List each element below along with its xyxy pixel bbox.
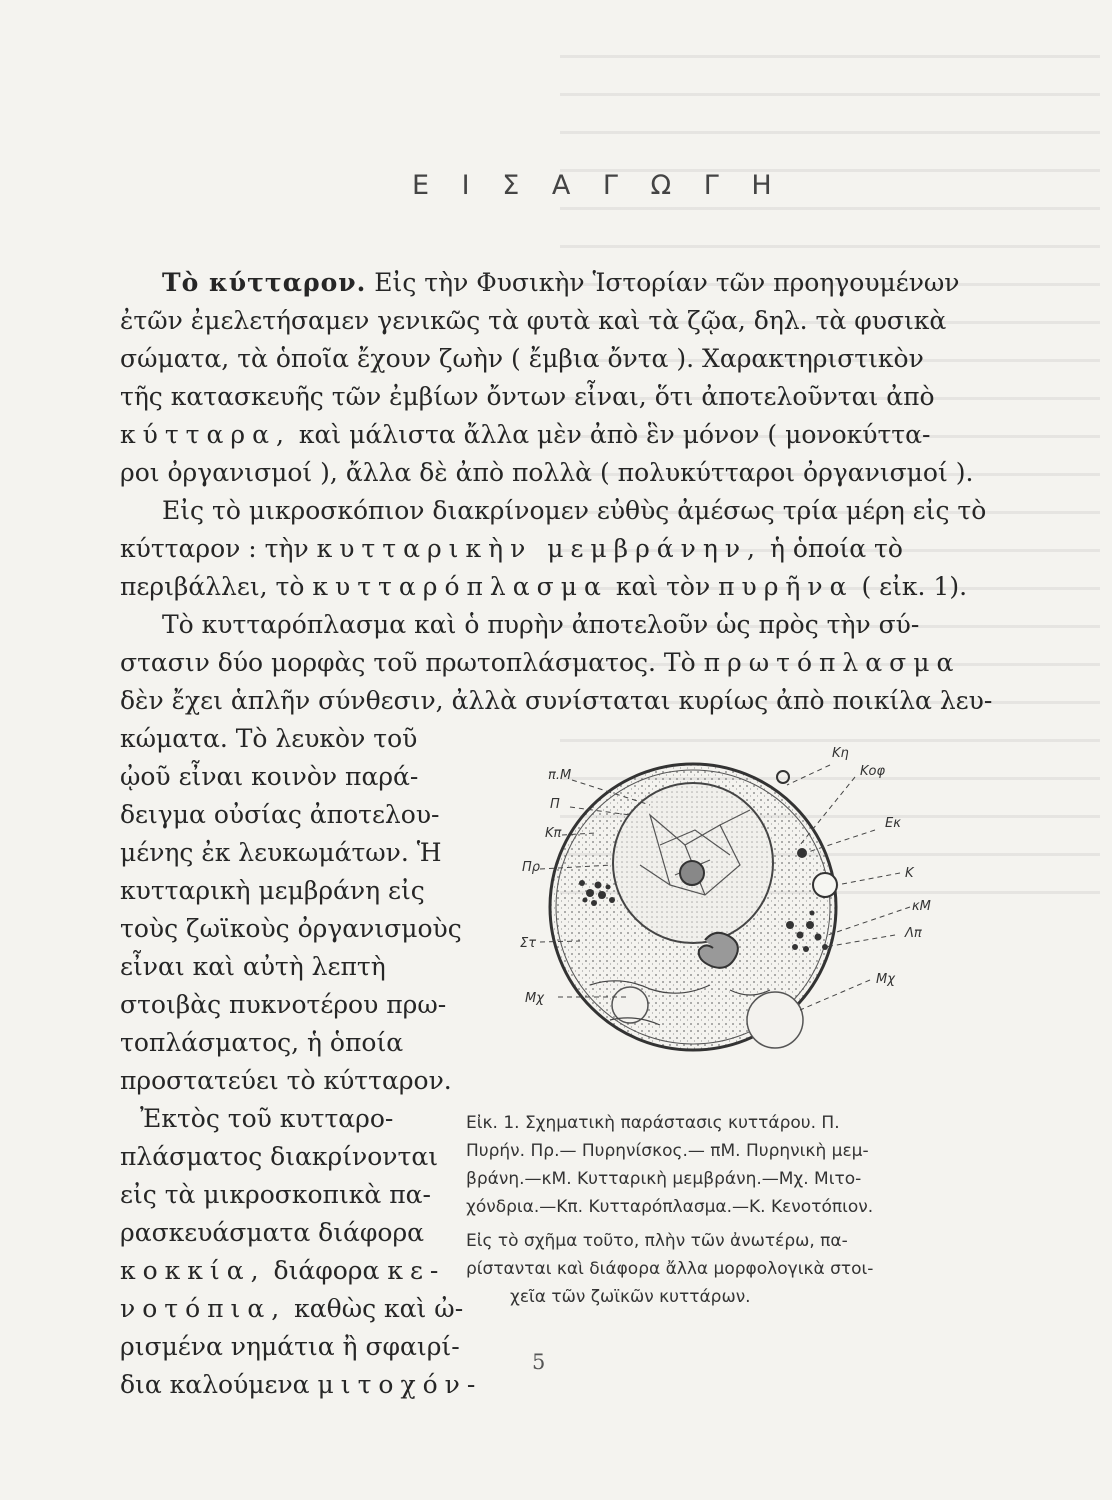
spaced-term-cytoplasm: κυτταρόπλασμα	[312, 572, 608, 601]
para1-line4: τῆς κατασκευῆς τῶν ἐμβίων ὄντων εἶναι, ὅτι ἀποτελοῦνται ἀπὸ	[120, 382, 935, 411]
section-heading: Τὸ κύτταρον.	[162, 268, 367, 297]
svg-text:Κπ: Κπ	[545, 826, 562, 841]
svg-text:Λπ: Λπ	[905, 926, 922, 941]
para3-line1: Τὸ κυτταρόπλασμα καὶ ὁ πυρὴν ἀποτελοῦν ὡς πρὸς τὴν σύ-	[162, 610, 920, 639]
centriole	[777, 771, 789, 783]
figure-caption-line6: ρίστανται καὶ διάφορα ἄλλα μορφολογικὰ στοι-	[466, 1259, 874, 1279]
para3-line13: προστατεύει τὸ κύτταρον.	[120, 1066, 452, 1095]
para3-line5: ᾠοῦ εἶναι κοινὸν παρά-	[120, 762, 419, 791]
spaced-term-kokkia: κοκκία,	[120, 1256, 266, 1285]
para4-line1: Ἐκτὸς τοῦ κυτταρο-	[140, 1104, 394, 1133]
para2-line3: περιβάλλει, τὸ κυτταρόπλασμα καὶ τὸν πυρῆνα ( εἰκ. 1).	[120, 572, 968, 601]
spaced-term-kyttara: κύτταρα,	[120, 420, 291, 449]
svg-text:Κοφ: Κοφ	[860, 764, 886, 779]
para3-line7: μένης ἐκ λευκωμάτων. Ἡ	[120, 838, 442, 867]
para3-line12: τοπλάσματος, ἡ ὁποία	[120, 1028, 404, 1057]
svg-text:Μχ: Μχ	[876, 972, 895, 987]
para4-line5: κοκκία, διάφορα κε-	[120, 1256, 446, 1285]
para3-line4: κώματα. Τὸ λευκὸν τοῦ	[120, 724, 418, 753]
spaced-term-membrane: κυτταρικὴν μεμβράνην,	[316, 534, 763, 563]
para3-line6: δειγμα οὐσίας ἀποτελου-	[120, 800, 440, 829]
spaced-term-nucleus: πυρῆνα	[718, 572, 854, 601]
para3-line11: στοιβὰς πυκνοτέρου πρω-	[120, 990, 447, 1019]
svg-text:Στ: Στ	[520, 936, 537, 951]
para3-line3: δὲν ἔχει ἁπλῆν σύνθεσιν, ἀλλὰ συνίσταται κυρίως ἀπὸ ποικίλα λευ-	[120, 686, 993, 715]
svg-text:Π: Π	[550, 797, 560, 812]
para4-line2: πλάσματος διακρίνονται	[120, 1142, 439, 1171]
spaced-term-mitochondria: μιτοχόν-	[317, 1370, 483, 1399]
figure-caption-line1: Εἰκ. 1. Σχηματικὴ παράστασις κυττάρου. Π.	[466, 1113, 840, 1133]
svg-text:Κ: Κ	[905, 866, 914, 881]
figure-caption-line5: Εἰς τὸ σχῆμα τοῦτο, πλὴν τῶν ἀνωτέρω, πα-	[466, 1231, 848, 1251]
figure-caption-line3: βράνη.—κΜ. Κυτταρικὴ μεμβράνη.—Μχ. Μιτο-	[466, 1169, 862, 1189]
para4-line6: νοτόπια, καθὼς καὶ ὠ-	[120, 1294, 464, 1323]
para4-line3: εἰς τὰ μικροσκοπικὰ πα-	[120, 1180, 431, 1209]
spaced-term-kenotopia: νοτόπια,	[120, 1294, 287, 1323]
figure-caption-line2: Πυρήν. Πρ.— Πυρηνίσκος.— πΜ. Πυρηνικὴ μεμ-	[466, 1141, 869, 1161]
para3-line10: εἶναι καὶ αὐτὴ λεπτὴ	[120, 952, 386, 981]
nucleolus	[680, 861, 704, 885]
figure-labels-right	[832, 746, 931, 987]
svg-text:Μχ: Μχ	[525, 991, 544, 1006]
svg-text:κΜ: κΜ	[912, 899, 931, 914]
para1-line5: κύτταρα, καὶ μάλιστα ἄλλα μὲν ἀπὸ ἓν μόνον ( μονοκύττα-	[120, 420, 931, 449]
cell-diagram	[500, 735, 945, 1065]
para2-line2: κύτταρον : τὴν κυτταρικὴν μεμβράνην, ἡ ὁποία τὸ	[120, 534, 903, 563]
para1-line1: Τὸ κύτταρον. Εἰς τὴν Φυσικὴν Ἱστορίαν τῶν προηγουμένων	[162, 268, 960, 297]
spaced-term-protoplasm: πρωτόπλασμα	[703, 648, 961, 677]
svg-text:Πρ: Πρ	[522, 860, 541, 875]
svg-text:π.Μ: π.Μ	[548, 768, 572, 783]
para4-line4: ρασκευάσματα διάφορα	[120, 1218, 425, 1247]
para3-line2: στασιν δύο μορφὰς τοῦ πρωτοπλάσματος. Τὸ πρωτόπλασμα	[120, 648, 961, 677]
para4-line8: δια καλούμενα μιτοχόν-	[120, 1370, 483, 1399]
vacuole	[813, 873, 837, 897]
para3-line9: τοὺς ζωϊκοὺς ὀργανισμοὺς	[120, 914, 462, 943]
svg-text:Εκ: Εκ	[885, 816, 901, 831]
para3-line8: κυτταρικὴ μεμβράνη εἰς	[120, 876, 425, 905]
para1-line3: σώματα, τὰ ὁποῖα ἔχουν ζωὴν ( ἔμβια ὄντα ). Χαρακτηριστικὸν	[120, 344, 924, 373]
svg-text:Κη: Κη	[832, 746, 849, 761]
chapter-title: Ε Ι Σ Α Γ Ω Γ Η	[412, 170, 784, 201]
page-number: 5	[532, 1350, 546, 1374]
para1-line6: ροι ὀργανισμοί ), ἄλλα δὲ ἀπὸ πολλὰ ( πολυκύτταροι ὀργανισμοί ).	[120, 458, 974, 487]
figure-caption-line4: χόνδρια.—Κπ. Κυτταρόπλασμα.—Κ. Κενοτόπιον.	[466, 1197, 874, 1217]
para2-line1: Εἰς τὸ μικροσκόπιον διακρίνομεν εὐθὺς ἀμέσως τρία μέρη εἰς τὸ	[162, 496, 987, 525]
vacuole-2	[747, 992, 803, 1048]
para4-line7: ρισμένα νημάτια ἢ σφαιρί-	[120, 1332, 460, 1361]
figure-caption-line7: χεῖα τῶν ζωϊκῶν κυττάρων.	[510, 1287, 751, 1307]
para1-line2: ἐτῶν ἐμελετήσαμεν γενικῶς τὰ φυτὰ καὶ τὰ ζῷα, δηλ. τὰ φυσικὰ	[120, 306, 947, 335]
